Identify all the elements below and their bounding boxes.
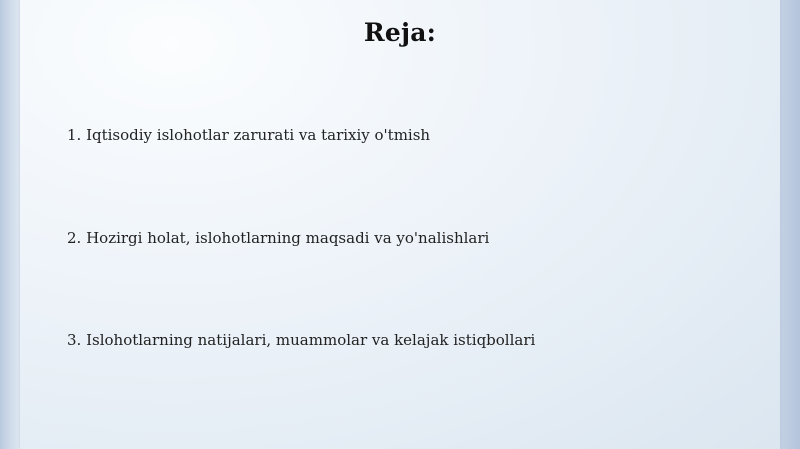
plan-item-3: 3. Islohotlarning natijalari, muammolar va kelajak istiqbollari (67, 331, 536, 349)
slide-page (20, 0, 780, 449)
slide-title: Reja: (363, 18, 437, 47)
plan-item-2: 2. Hozirgi holat, islohotlarning maqsadi va yo'nalishlari (67, 229, 490, 247)
plan-item-1: 1. Iqtisodiy islohotlar zarurati va tarixiy o'tmish (67, 126, 431, 144)
